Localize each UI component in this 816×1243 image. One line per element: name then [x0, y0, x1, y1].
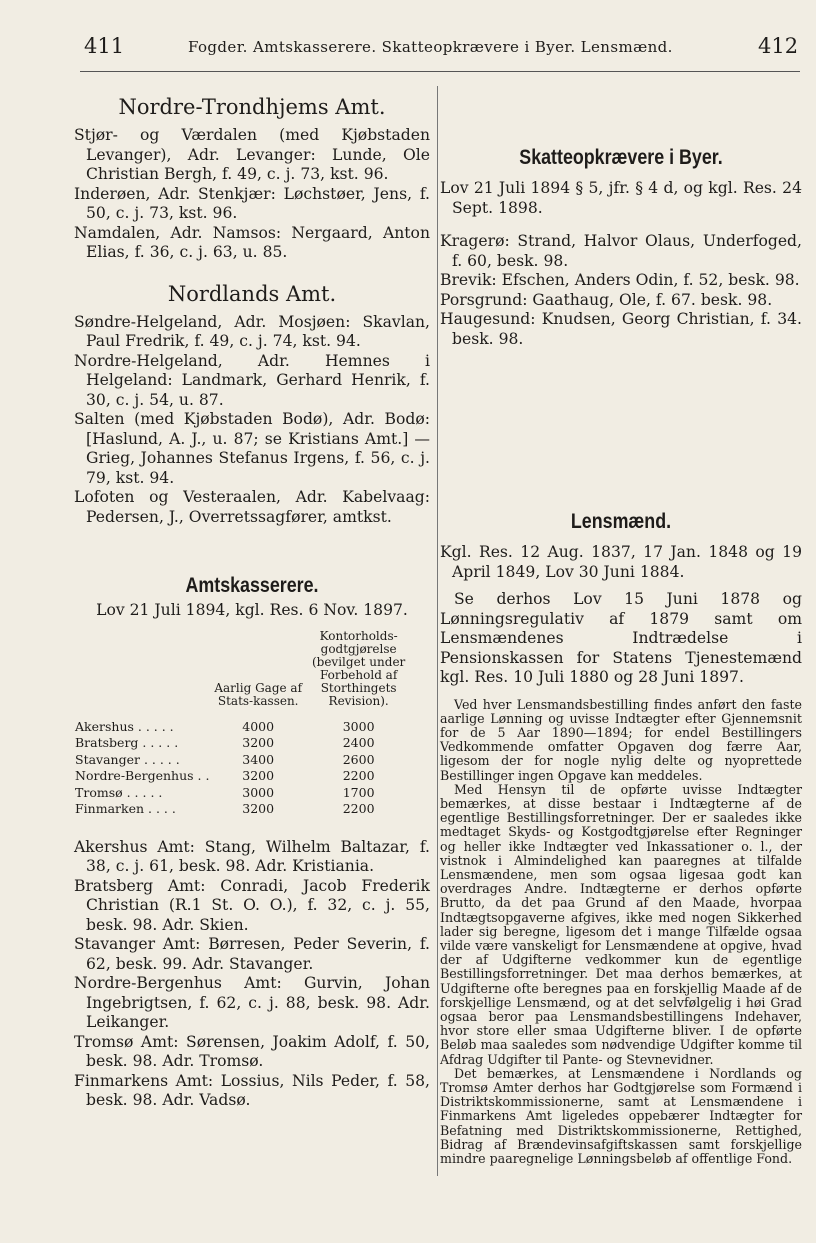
entry: Tromsø Amt: Sørensen, Joakim Adolf, f. 50, besk. 98. Adr. Tromsø.: [74, 1032, 430, 1070]
row-gage: 3200: [242, 768, 275, 783]
row-kontor: 2600: [342, 751, 375, 767]
right-column: [440, 145, 802, 1166]
row-gage: 3200: [242, 735, 275, 750]
entry: Nordre-Bergenhus Amt: Gurvin, Johan Ingebrigtsen, f. 62, c. j. 88, besk. 98. Adr. Leikanger.: [74, 974, 430, 1031]
row-gage: 4000: [242, 718, 275, 734]
lensmaend-note: Med Hensyn til de opførte uvisse Indtægter bemærkes, at disse bestaar i Indtægterne af de egentlige Bestillingsforretninger. Der er saaledes ikke medtaget Skyds- og Kostgodtgjørelse efter Regninger og heller ikke Indtægter ved Inkassationer o. l., der vistnok i Almindelighed kan paaregnes at tilfalde Lensmændene, men som ogsaa ligesaa godt kan overdrages Andre. Indtægterne er derhos opførte Brutto, da det paa Grund af den Maade, hvorpaa Indtægtsopgaverne afgives, ikke med nogen Sikkerhed lader sig beregne, ligesom det i mange Tilfælde ogsaa vilde være vanskeligt for Lensmændene at opgive, hvad der af Udgifterne vedkommer kun de egentlige Bestillingsforretninger. Det maa derhos bemærkes, at Udgifterne ofte beregnes paa en forskjellig Maade af de forskjellige Lensmænd, og at det selvfølgelig i høi Grad ogsaa beror paa Lensmandsbestillingens Indehaver, hvor store eller smaa Udgifterne bliver. I de opførte Beløb maa saaledes som nødvendige Udgifter komme til Afdrag Udgifter til Pante- og Stevnevidner.: [440, 781, 802, 1067]
column-divider: [437, 86, 438, 1176]
left-column: [74, 94, 430, 1111]
row-gage: 3000: [242, 784, 275, 800]
entry: Stjør- og Værdalen (med Kjøbstaden Levanger), Adr. Levanger: Lunde, Ole Christian Bergh, f. 49, c. j. 73, kst. 96.: [74, 126, 430, 183]
row-kontor: 2200: [342, 768, 375, 783]
row-kontor: 1700: [342, 784, 375, 800]
entry: Lofoten og Vesteraalen, Adr. Kabelvaag: Pedersen, J., Overretssagfører, amtkst.: [74, 488, 430, 526]
entry: Akershus Amt: Stang, Wilhelm Baltazar, f. 38, c. j. 61, besk. 98. Adr. Kristiania.: [74, 837, 430, 875]
table-row: [74, 752, 414, 769]
section-title-lensmaend: Lensmænd.: [570, 510, 672, 533]
table-row: [74, 768, 414, 785]
row-name: Akershus . . . . .: [75, 718, 174, 734]
entry: Haugesund: Knudsen, Georg Christian, f. 34. besk. 98.: [440, 310, 802, 348]
entry: Kragerø: Strand, Halvor Olaus, Underfoged, f. 60, besk. 98.: [440, 232, 802, 270]
column-header-gage: Aarlig Gage af Stats-kassen.: [214, 680, 303, 708]
row-name: Finmarken . . . .: [75, 801, 176, 816]
row-gage: 3400: [242, 751, 275, 767]
gage-table: [74, 629, 414, 818]
row-kontor: 2200: [342, 801, 375, 816]
row-name: Stavanger . . . . .: [75, 751, 180, 767]
row-kontor: 2400: [342, 735, 375, 750]
entry: Bratsberg Amt: Conradi, Jacob Frederik Christian (R.1 St. O. O.), f. 32, c. j. 55, besk. 98. Adr. Skien.: [74, 876, 430, 934]
lensmaend-law: Kgl. Res. 12 Aug. 1837, 17 Jan. 1848 og 19 April 1849, Lov 30 Juni 1884.: [440, 543, 802, 581]
entry: Brevik: Efschen, Anders Odin, f. 52, besk. 98.: [440, 271, 800, 289]
section-title-amtskasserere: Amtskasserere.: [185, 574, 319, 597]
header-rule: [80, 71, 800, 72]
skatteopkraevere-law: Lov 21 Juli 1894 § 5, jfr. § 4 d, og kgl. Res. 24 Sept. 1898.: [440, 179, 802, 217]
lensmaend-paragraph: Se derhos Lov 15 Juni 1878 og Lønningsregulativ af 1879 samt om Lensmændenes Indtrædelse i Pensionskassen for Statens Tjenestemænd kgl. Res. 10 Juli 1880 og 28 Juni 1897.: [440, 590, 802, 686]
row-name: Bratsberg . . . . .: [75, 735, 179, 750]
running-title: Fogder. Amtskasserere. Skatteopkrævere i Byer. Lensmænd.: [188, 38, 673, 56]
row-name: Tromsø . . . . .: [75, 784, 163, 800]
section-title-skatteopkraevere: Skatteopkrævere i Byer.: [519, 146, 723, 169]
entry: Søndre-Helgeland, Adr. Mosjøen: Skavlan, Paul Fredrik, f. 49, c. j. 74, kst. 94.: [74, 312, 430, 350]
page-number-left: 411: [84, 34, 125, 58]
table-row: [74, 719, 414, 736]
entry: Nordre-Helgeland, Adr. Hemnes i Helgeland: Landmark, Gerhard Henrik, f. 30, c. j. 54, u. 87.: [74, 351, 430, 409]
table-row: [74, 735, 414, 752]
entry: Finmarkens Amt: Lossius, Nils Peder, f. 58, besk. 98. Adr. Vadsø.: [74, 1071, 430, 1109]
entry: Porsgrund: Gaathaug, Ole, f. 67. besk. 98.: [440, 290, 773, 309]
page-number-right: 412: [758, 34, 799, 58]
row-gage: 3200: [242, 801, 275, 816]
lensmaend-note: Ved hver Lensmandsbestilling findes anført den faste aarlige Lønning og uvisse Indtægter efter Gjennemsnit for de 5 Aar 1890—1894; for endel Bestillingers Vedkommende omfatter Opgaven dog færre Aar, ligesom der for nogle nylig delte og nyoprettede Bestillinger ingen Opgave kan meddeles.: [440, 696, 802, 783]
entry: Namdalen, Adr. Namsos: Nergaard, Anton Elias, f. 36, c. j. 63, u. 85.: [74, 223, 430, 261]
table-row: [74, 801, 414, 818]
row-name: Nordre-Bergenhus . .: [75, 768, 210, 783]
entry: Stavanger Amt: Børresen, Peder Severin, f. 62, besk. 99. Adr. Stavanger.: [74, 935, 430, 973]
amtskasserere-law: Lov 21 Juli 1894, kgl. Res. 6 Nov. 1897.: [96, 601, 408, 619]
lensmaend-note: Det bemærkes, at Lensmændene i Nordlands og Tromsø Amter derhos har Godtgjørelse som Formænd i Distriktskommissionerne, samt at Lensmændene i Finmarkens Amt ligeledes oppebærer Indtægter for Befatning med Distriktskommissionerne, Rettighed, Bidrag af Brændevinsafgiftskassen samt forskjellige mindre paaregnelige Lønningsbeløb af offentlige Fond.: [440, 1065, 802, 1166]
section-title-nordlands: Nordlands Amt.: [167, 281, 337, 306]
table-row: [74, 785, 414, 802]
section-title-nordre-trondhjems: Nordre-Trondhjems Amt.: [118, 95, 386, 119]
row-kontor: 3000: [342, 718, 375, 734]
column-header-kontor: Kontorholds-godtgjørelse (bevilget under Forbehold af Storthingets Revision).: [311, 628, 406, 708]
entry: Inderøen, Adr. Stenkjær: Løchstøer, Jens, f. 50, c. j. 73, kst. 96.: [74, 184, 430, 222]
entry: Salten (med Kjøbstaden Bodø), Adr. Bodø: [Haslund, A. J., u. 87; se Kristians Amt.] — Grieg, Johannes Stefanus Irgens, f. 56, c. j. 79, kst. 94.: [74, 410, 430, 487]
page-header: [0, 34, 816, 66]
